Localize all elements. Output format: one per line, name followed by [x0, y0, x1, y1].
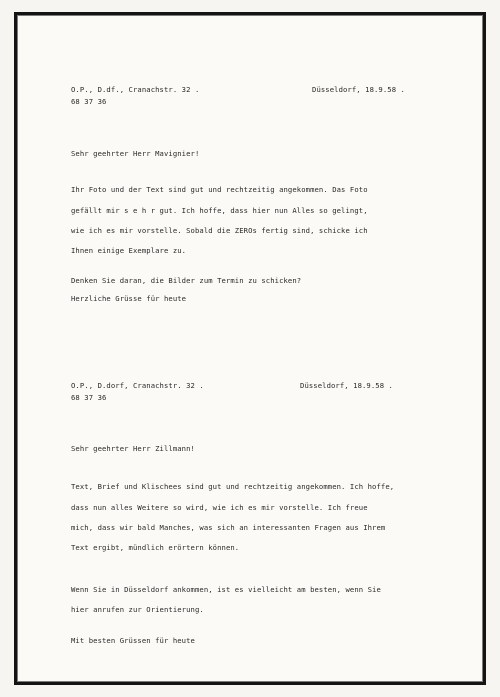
salutation: Sehr geehrter Herr Zillmann!: [71, 444, 195, 453]
letter-body-paragraph: [71, 575, 465, 626]
letter-date: Düsseldorf, 18.9.58 .: [312, 85, 405, 94]
body-line: Text, Brief und Klischees sind gut und rechtzeitig angekommen. Ich hoffe,: [71, 482, 395, 492]
body-line: hier anrufen zur Orientierung.: [71, 605, 204, 615]
phone-number: 68 37 36: [71, 97, 107, 106]
letter-body-paragraph: Denken Sie daran, die Bilder zum Termin zu schicken?: [71, 275, 302, 285]
body-line: Ihnen einige Exemplare zu.: [71, 246, 187, 256]
sender-address: O.P., D.dorf, Cranachstr. 32 .: [71, 381, 204, 390]
closing: Mit besten Grüssen für heute: [71, 635, 195, 645]
body-line: wie ich es mir vorstelle. Sobald die ZEROs fertig sind, schicke ich: [71, 226, 368, 236]
salutation: Sehr geehrter Herr Mavignier!: [71, 149, 200, 158]
body-line: dass nun alles Weitere so wird, wie ich es mir vorstelle. Ich freue: [71, 502, 368, 512]
body-line: gefällt mir s e h r gut. Ich hoffe, dass hier nun Alles so gelingt,: [71, 205, 368, 215]
body-line: Text ergibt, mündlich erörtern können.: [71, 543, 240, 553]
body-line: Ihr Foto und der Text sind gut und rechtzeitig angekommen. Das Foto: [71, 185, 368, 195]
sender-address: O.P., D.df., Cranachstr. 32 .: [71, 85, 200, 94]
letter-header: [71, 85, 465, 95]
letter-zillmann: [71, 381, 465, 645]
letter-body-paragraph: [71, 175, 465, 267]
body-line: mich, dass wir bald Manches, was sich an interessanten Fragen aus Ihrem: [71, 523, 386, 533]
body-line: Wenn Sie in Düsseldorf ankommen, ist es vielleicht am besten, wenn Sie: [71, 585, 381, 595]
letter-date: Düsseldorf, 18.9.58 .: [300, 381, 393, 390]
letter-body-paragraph: [71, 472, 465, 564]
letter-header: [71, 381, 465, 391]
document-sheet: [14, 12, 486, 685]
letter-mavignier: [71, 85, 465, 303]
phone-number: 68 37 36: [71, 393, 107, 402]
closing: Herzliche Grüsse für heute: [71, 293, 187, 303]
